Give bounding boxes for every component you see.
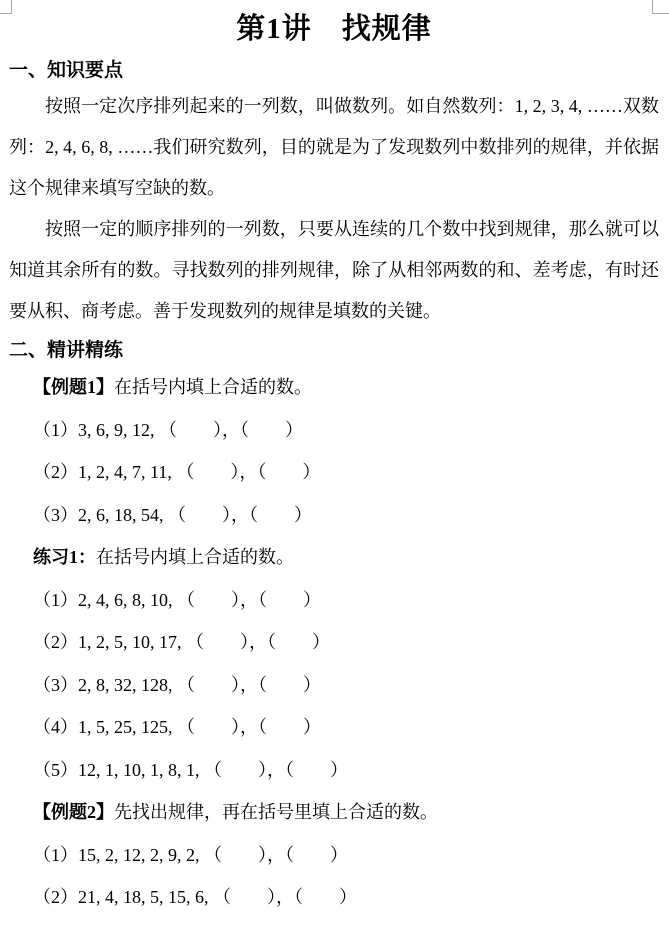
practice1-prompt: 在括号内填上合适的数。 bbox=[96, 547, 294, 567]
practice1-item-4: （4）1, 5, 25, 125, （ ），（ ） bbox=[33, 717, 321, 737]
practice1-item-2: （2）1, 2, 5, 10, 17, （ ），（ ） bbox=[33, 632, 330, 652]
practice1-label: 练习1： bbox=[33, 547, 96, 567]
example1-item-2: （2）1, 2, 4, 7, 11, （ ），（ ） bbox=[33, 462, 321, 482]
example1-item-1: （1）3, 6, 9, 12, （ ），（ ） bbox=[33, 419, 303, 440]
example1-item-3: （3）2, 6, 18, 54, （ ），（ ） bbox=[33, 504, 312, 525]
example1-prompt: 在括号内填上合适的数。 bbox=[114, 377, 312, 397]
example2-item-2: （2）21, 4, 18, 5, 15, 6, （ ），（ ） bbox=[33, 887, 357, 907]
lesson-title: 第1讲 找规律 bbox=[236, 13, 432, 45]
practice1-item-5: （5）12, 1, 10, 1, 8, 1, （ ），（ ） bbox=[33, 759, 348, 780]
practice-section-heading: 二、精讲精练 bbox=[9, 340, 124, 361]
example2-item-1: （1）15, 2, 12, 2, 9, 2, （ ），（ ） bbox=[33, 844, 348, 865]
practice1-item-1: （1）2, 4, 6, 8, 10, （ ），（ ） bbox=[33, 589, 321, 610]
text-boundary-mark-top-left bbox=[0, 0, 12, 14]
knowledge-section-heading: 一、知识要点 bbox=[9, 60, 124, 81]
knowledge-paragraph-2: 按照一定的顺序排列的一列数，只要从连续的几个数中找到规律，那么就可以知道其余所有的数。寻找数列的排列规律，除了从相邻两数的和、差考虑，有时还要从积、商考虑。善于发现数列的规律是填数的关键。 bbox=[9, 219, 659, 321]
example1-label: 【例题1】 bbox=[33, 377, 114, 397]
text-boundary-mark-top-right bbox=[652, 0, 669, 14]
example2-prompt: 先找出规律，再在括号里填上合适的数。 bbox=[114, 802, 438, 822]
practice1-lead bbox=[33, 536, 659, 579]
practice1-item-3: （3）2, 8, 32, 128, （ ），（ ） bbox=[33, 674, 321, 695]
example2-lead bbox=[33, 791, 659, 834]
knowledge-paragraph-1: 按照一定次序排列起来的一列数，叫做数列。如自然数列：1, 2, 3, 4, ……双数列：2, 4, 6, 8, ……我们研究数列，目的就是为了发现数列中数排列的规律，并依据这个规律来填写空缺的数。 bbox=[9, 96, 659, 198]
example1-lead bbox=[33, 366, 659, 409]
example2-label: 【例题2】 bbox=[33, 802, 114, 822]
